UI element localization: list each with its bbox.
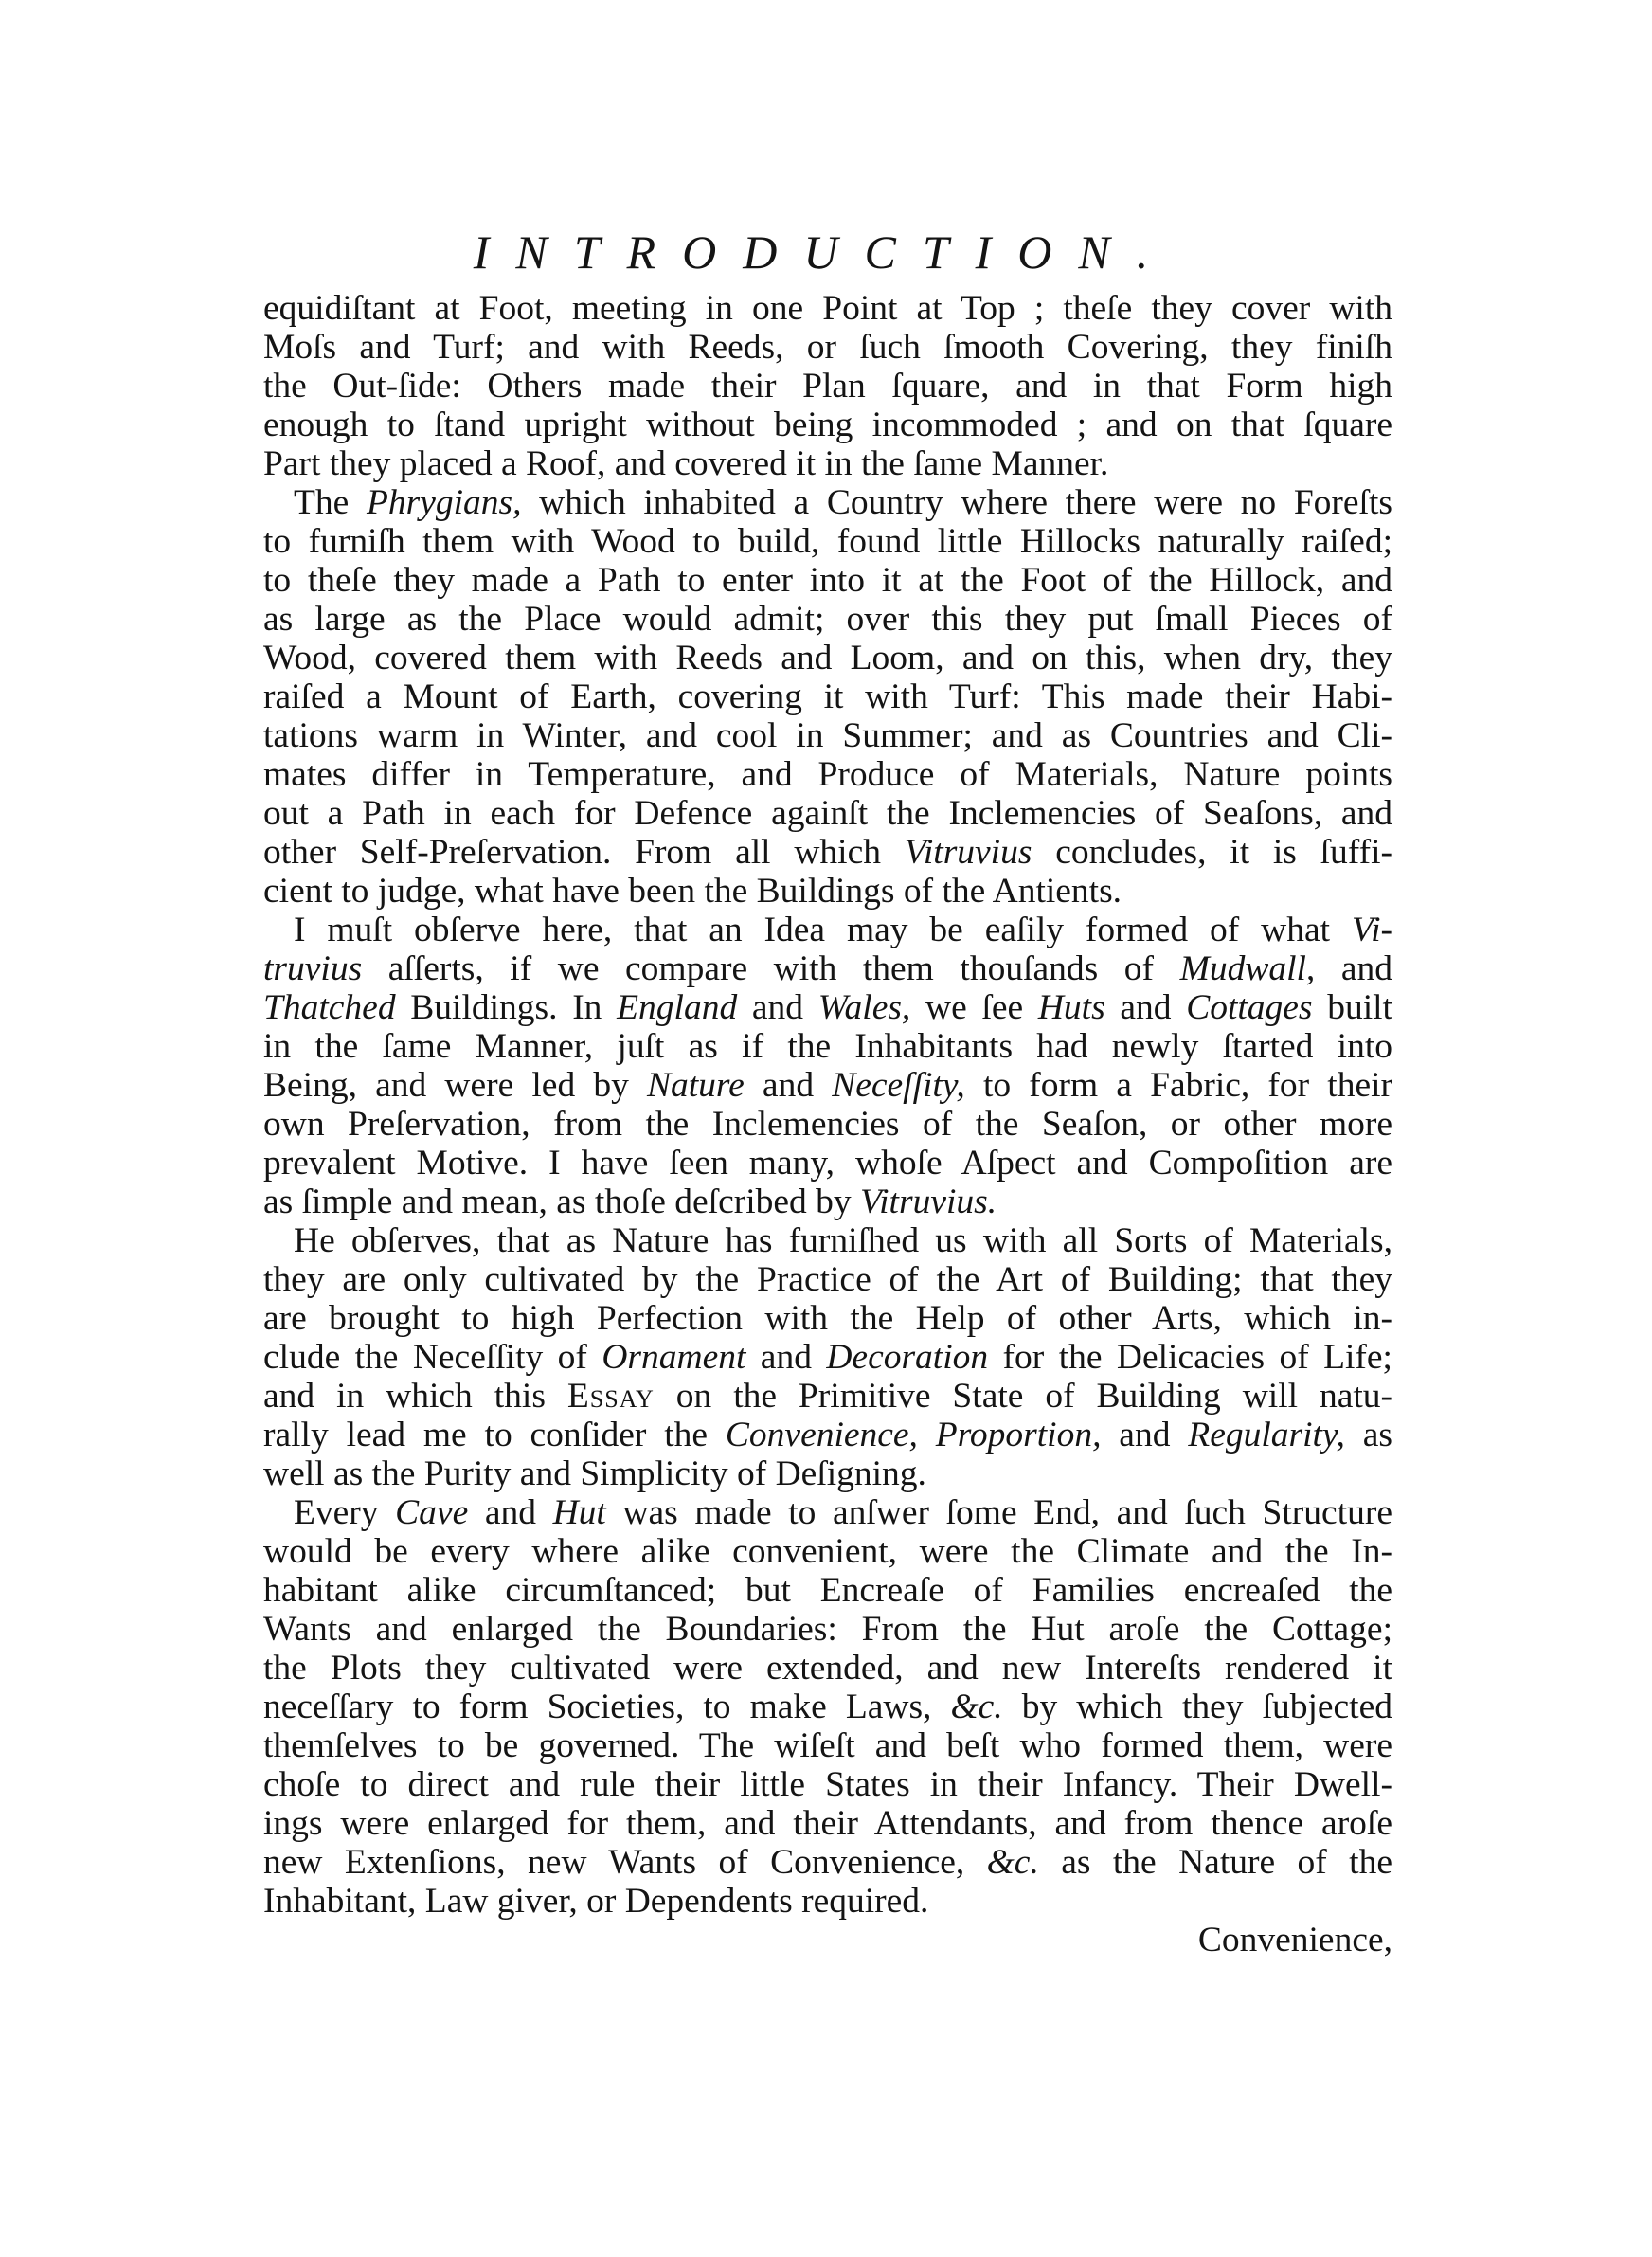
- text-run: which inhabited a Country where there were no Foreſts: [521, 483, 1392, 522]
- text-line: [263, 911, 1392, 949]
- text-run: themſelves to be governed. The wiſeſt and beſt who formed them, were: [263, 1726, 1392, 1765]
- text-line: [263, 949, 1392, 988]
- text-run: and: [744, 1066, 833, 1105]
- text-run: ings were enlarged for them, and their Attendants, and from thence aroſe: [263, 1804, 1392, 1843]
- text-line: [263, 1765, 1392, 1804]
- text-run: to theſe they made a Path to enter into it at the Foot of the Hillock, and: [263, 561, 1392, 600]
- catchword: [263, 1921, 1392, 1959]
- text-run: clude the Neceſſity of: [263, 1338, 602, 1377]
- text-line: [263, 1454, 1392, 1493]
- text-run: the Out-ſide: Others made their Plan ſquare, and in that Form high: [263, 367, 1392, 406]
- italic-text: Cottages: [1186, 988, 1313, 1027]
- text-run: to form a Fabric, for their: [964, 1066, 1392, 1105]
- italic-text: Vi-: [1351, 911, 1392, 949]
- text-line: [263, 1066, 1392, 1105]
- text-run: well as the Purity and Simplicity of Deſigning.: [263, 1454, 926, 1493]
- text-run: new Extenſions, new Wants of Convenience,: [263, 1843, 987, 1882]
- text-run: in the ſame Manner, juſt as if the Inhabitants had newly ſtarted into: [263, 1027, 1392, 1066]
- text-run: Wants and enlarged the Boundaries: From the Hut aroſe the Cottage;: [263, 1610, 1392, 1649]
- text-line: [263, 561, 1392, 600]
- body-text: [263, 289, 1392, 1959]
- text-line: [263, 872, 1392, 911]
- text-run: [918, 1416, 936, 1454]
- text-run: on the Primitive State of Building will natu-: [654, 1377, 1392, 1416]
- text-run: prevalent Motive. I have ſeen many, whoſe Aſpect and Compoſition are: [263, 1144, 1392, 1183]
- text-line: [263, 639, 1392, 677]
- text-line: [263, 1610, 1392, 1649]
- text-run: aſſerts, if we compare with them thouſands of: [362, 949, 1180, 988]
- italic-text: &c.: [950, 1688, 1003, 1726]
- text-line: [263, 716, 1392, 755]
- small-caps-text: Essay: [566, 1377, 655, 1416]
- text-run: choſe to direct and rule their little States in their Infancy. Their Dwell-: [263, 1765, 1392, 1804]
- text-run: are brought to high Perfection with the Help of other Arts, which in-: [263, 1299, 1392, 1338]
- italic-text: Regularity,: [1188, 1416, 1345, 1454]
- text-run: Buildings. In: [395, 988, 618, 1027]
- italic-text: Vitruvius.: [860, 1183, 997, 1221]
- italic-text: Phrygians,: [366, 483, 522, 522]
- italic-text: Vitruvius: [904, 833, 1032, 872]
- text-run: equidiſtant at Foot, meeting in one Point at Top ; theſe they cover with: [263, 289, 1392, 328]
- text-line: [263, 1377, 1392, 1416]
- text-run: as large as the Place would admit; over this they put ſmall Pieces of: [263, 600, 1392, 639]
- italic-text: Hut: [552, 1493, 606, 1532]
- text-line: [263, 1144, 1392, 1183]
- text-line: [263, 1804, 1392, 1843]
- italic-text: Thatched: [263, 988, 396, 1027]
- text-run: was made to anſwer ſome End, and ſuch Structure: [605, 1493, 1392, 1532]
- text-run: Moſs and Turf; and with Reeds, or ſuch ſmooth Covering, they finiſh: [263, 328, 1392, 367]
- italic-text: &c.: [986, 1843, 1039, 1882]
- text-line: [263, 406, 1392, 444]
- text-run: as: [1344, 1416, 1392, 1454]
- text-run: raiſed a Mount of Earth, covering it with Turf: This made their Habi-: [263, 677, 1392, 716]
- text-run: and: [737, 988, 818, 1027]
- text-line: [263, 794, 1392, 833]
- text-line: [263, 1532, 1392, 1571]
- text-run: habitant alike circumſtanced; but Encreaſe of Families encreaſed the: [263, 1571, 1392, 1610]
- text-run: they are only cultivated by the Practice of the Art of Building; that they: [263, 1260, 1392, 1299]
- italic-text: England: [617, 988, 738, 1027]
- text-run: rally lead me to conſider the: [263, 1416, 726, 1454]
- text-run: and: [1104, 988, 1187, 1027]
- text-line: [263, 522, 1392, 561]
- text-line: [263, 600, 1392, 639]
- text-line: [263, 1416, 1392, 1454]
- text-run: He obſerves, that as Nature has furniſhed us with all Sorts of Materials,: [294, 1221, 1392, 1260]
- text-run: and: [745, 1338, 827, 1377]
- text-line: [263, 1105, 1392, 1144]
- text-run: The: [294, 483, 367, 522]
- text-run: as ſimple and mean, as thoſe deſcribed by: [263, 1183, 861, 1221]
- text-run: out a Path in each for Defence againſt the Inclemencies of Seaſons, and: [263, 794, 1392, 833]
- italic-text: truvius: [263, 949, 363, 988]
- text-line: [263, 1493, 1392, 1532]
- text-line: [263, 677, 1392, 716]
- text-run: would be every where alike convenient, were the Climate and the In-: [263, 1532, 1392, 1571]
- text-run: neceſſary to form Societies, to make Laws,: [263, 1688, 951, 1726]
- text-line: [263, 328, 1392, 367]
- text-run: cient to judge, what have been the Buildings of the Antients.: [263, 872, 1122, 911]
- text-line: [263, 1338, 1392, 1377]
- text-run: and: [1315, 949, 1392, 988]
- italic-text: Cave: [395, 1493, 469, 1532]
- text-line: [263, 1649, 1392, 1688]
- text-line: [263, 483, 1392, 522]
- text-line: [263, 367, 1392, 406]
- text-run: other Self-Preſervation. From all which: [263, 833, 905, 872]
- text-run: for the Delicacies of Life;: [988, 1338, 1392, 1377]
- text-line: [263, 1299, 1392, 1338]
- italic-text: Ornament: [602, 1338, 746, 1377]
- text-line: [263, 988, 1392, 1027]
- text-line: [263, 1843, 1392, 1882]
- text-run: own Preſervation, from the Inclemencies of the Seaſon, or other more: [263, 1105, 1392, 1144]
- text-run: we ſee: [910, 988, 1038, 1027]
- italic-text: Huts: [1037, 988, 1105, 1027]
- text-run: and in which this: [263, 1377, 567, 1416]
- text-run: built: [1312, 988, 1392, 1027]
- text-line: [263, 1260, 1392, 1299]
- text-run: as the Nature of the: [1038, 1843, 1392, 1882]
- text-line: [263, 289, 1392, 328]
- text-line: [263, 1027, 1392, 1066]
- text-line: [263, 833, 1392, 872]
- text-line: [263, 1688, 1392, 1726]
- italic-text: Proportion,: [935, 1416, 1102, 1454]
- text-run: Every: [294, 1493, 396, 1532]
- text-run: mates differ in Temperature, and Produce of Materials, Nature points: [263, 755, 1392, 794]
- text-run: by which they ſubjected: [1002, 1688, 1392, 1726]
- italic-text: Convenience,: [725, 1416, 918, 1454]
- text-line: [263, 1571, 1392, 1610]
- text-line: [263, 755, 1392, 794]
- italic-text: Neceſſity,: [832, 1066, 965, 1105]
- italic-text: Wales,: [817, 988, 911, 1027]
- text-run: the Plots they cultivated were extended, and new Intereſts rendered it: [263, 1649, 1392, 1688]
- text-line: [263, 1882, 1392, 1921]
- text-run: Inhabitant, Law giver, or Dependents required.: [263, 1882, 929, 1921]
- text-run: Part they placed a Roof, and covered it in the ſame Manner.: [263, 444, 1109, 483]
- text-run: tations warm in Winter, and cool in Summer; and as Countries and Cli-: [263, 716, 1392, 755]
- text-run: to furniſh them with Wood to build, found little Hillocks naturally raiſed;: [263, 522, 1392, 561]
- text-line: [263, 1183, 1392, 1221]
- text-run: enough to ſtand upright without being incommoded ; and on that ſquare: [263, 406, 1392, 444]
- italic-text: Nature: [647, 1066, 745, 1105]
- text-run: Convenience,: [1197, 1921, 1392, 1959]
- text-line: [263, 444, 1392, 483]
- text-line: [263, 1726, 1392, 1765]
- text-run: and: [468, 1493, 553, 1532]
- text-run: and: [1101, 1416, 1189, 1454]
- text-run: Wood, covered them with Reeds and Loom, and on this, when dry, they: [263, 639, 1392, 677]
- text-run: Being, and were led by: [263, 1066, 647, 1105]
- text-run: concludes, it is ſuffi-: [1032, 833, 1392, 872]
- italic-text: Decoration: [826, 1338, 989, 1377]
- text-line: [263, 1221, 1392, 1260]
- italic-text: Mudwall,: [1179, 949, 1316, 988]
- text-run: I muſt obſerve here, that an Idea may be eaſily formed of what: [294, 911, 1352, 949]
- running-head: INTRODUCTION.: [473, 226, 1176, 279]
